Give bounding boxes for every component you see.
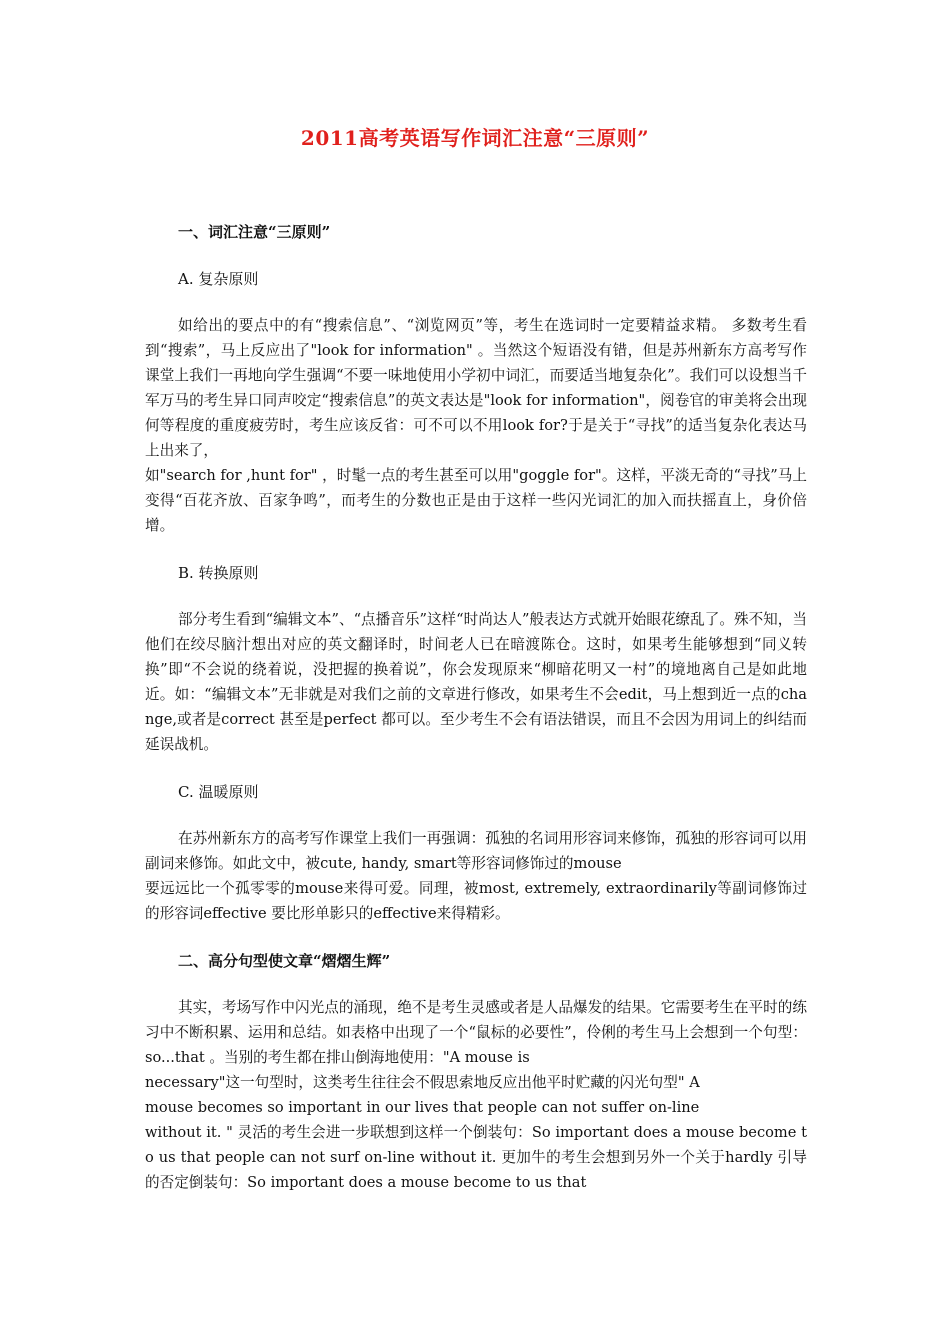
subheading-warmth: C. 温暖原则	[178, 783, 259, 801]
subheading-conversion: B. 转换原则	[178, 564, 259, 582]
section-heading-vocabulary: 一、词汇注意“三原则”	[178, 223, 331, 241]
subheading-complexity: A. 复杂原则	[178, 270, 259, 288]
paragraph-complexity: 如给出的要点中的有“搜索信息”、“浏览网页”等，考生在选词时一定要精益求精。 多数考生看到“搜索”，马上反应出了"look for information" 。当然这个短语没有错，但是苏州新东方高考写作课堂上我们一再地向学生强调“不要一味地使用小学初中词汇，而要适当地复杂化”。我们可以设想当千军万马的考生异口同声咬定“搜索信息”的英文表达是"look for information"，阅卷官的审美将会出现何等程度的重度疲劳时，考生应该反省：可不可以不用look for?于是关于“寻找”的适当复杂化表达马上出来了， 如"search for ,hunt for" ，时髦一点的考生甚至可以用"goggle for"。这样，平淡无奇的“寻找”马上变得“百花齐放、百家争鸣”，而考生的分数也正是由于这样一些闪光词汇的加入而扶摇直上，身价倍增。	[145, 317, 807, 534]
paragraph-warmth: 在苏州新东方的高考写作课堂上我们一再强调：孤独的名词用形容词来修饰，孤独的形容词可以用副词来修饰。如此文中，被cute, handy, smart等形容词修饰过的mouse 要远远比一个孤零零的mouse来得可爱。同理，被most, extremely, extraordinarily等副词修饰过的形容词effective 要比形单影只的effective来得精彩。	[145, 830, 807, 922]
paragraph-conversion: 部分考生看到“编辑文本”、“点播音乐”这样“时尚达人”般表达方式就开始眼花缭乱了。殊不知，当他们在绞尽脑汁想出对应的英文翻译时，时间老人已在暗渡陈仓。这时，如果考生能够想到“同义转换”即“不会说的绕着说，没把握的换着说”，你会发现原来“柳暗花明又一村”的境地离自己是如此地近。如：“编辑文本”无非就是对我们之前的文章进行修改，如果考生不会edit，马上想到近一点的change,或者是correct 甚至是perfect 都可以。至少考生不会有语法错误，而且不会因为用词上的纠结而延误战机。	[145, 611, 807, 753]
section-heading-sentence-patterns: 二、高分句型使文章“熠熠生辉”	[178, 952, 391, 970]
document-title: 2011高考英语写作词汇注意“三原则”	[300, 126, 650, 150]
paragraph-sentence-patterns: 其实，考场写作中闪光点的涌现，绝不是考生灵感或者是人品爆发的结果。它需要考生在平时的练习中不断积累、运用和总结。如表格中出现了一个“鼠标的必要性”，伶俐的考生马上会想到一个句型：so...that 。当别的考生都在排山倒海地使用："A mouse is necessary"这一句型时，这类考生往往会不假思索地反应出他平时贮藏的闪光句型" A mouse becomes so important in our lives that people can not suffer on-line without it. " 灵活的考生会进一步联想到这样一个倒装句：So important does a mouse become to us that people can not surf on-line without it. 更加牛的考生会想到另外一个关于hardly 引导的否定倒装句：So important does a mouse become to us that	[145, 999, 807, 1191]
